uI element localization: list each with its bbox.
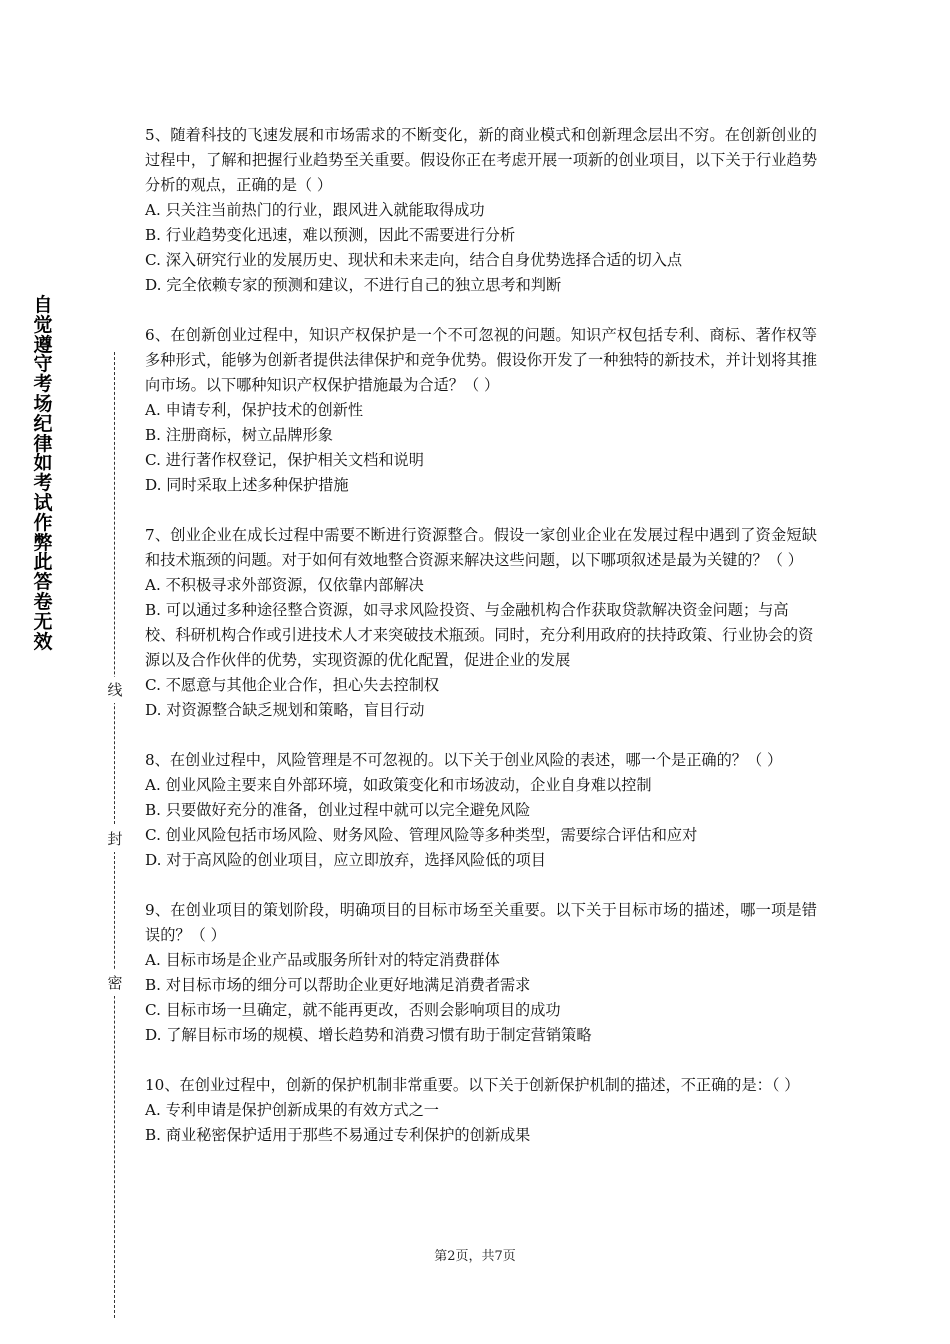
option-d: D. 同时采取上述多种保护措施 [145, 476, 349, 494]
option-a: A. 创业风险主要来自外部环境，如政策变化和市场波动，企业自身难以控制 [145, 776, 652, 794]
option-c: C. 目标市场一旦确定，就不能再更改，否则会影响项目的成功 [145, 1001, 561, 1019]
question-stem: 6、在创新创业过程中，知识产权保护是一个不可忽视的问题。知识产权包括专利、商标、著作权等多种形式，能够为创新者提供法律保护和竞争优势。假设你开发了一种独特的新技术，并计划将其推向市场。以下哪种知识产权保护措施最为合适？（ ） [145, 326, 817, 394]
question-9 [145, 898, 817, 1048]
question-stem: 8、在创业过程中，风险管理是不可忽视的。以下关于创业风险的表述，哪一个是正确的？（ ） [145, 751, 783, 769]
option-b: B. 可以通过多种途径整合资源，如寻求风险投资、与金融机构合作获取贷款解决资金问题；与高校、科研机构合作或引进技术人才来突破技术瓶颈。同时，充分利用政府的扶持政策、行业协会的资源以及合作伙伴的优势，实现资源的优化配置，促进企业的发展 [145, 601, 814, 669]
option-d: D. 了解目标市场的规模、增长趋势和消费习惯有助于制定营销策略 [145, 1026, 592, 1044]
option-a: A. 目标市场是企业产品或服务所针对的特定消费群体 [145, 951, 500, 969]
page-number-footer: 第2页，共7页 [434, 1249, 516, 1264]
exam-discipline-notice: 自觉遵守考场纪律如考试作弊此答卷无效 [33, 294, 53, 653]
option-c: C. 深入研究行业的发展历史、现状和未来走向，结合自身优势选择合适的切入点 [145, 251, 683, 269]
option-a: A. 专利申请是保护创新成果的有效方式之一 [145, 1101, 439, 1119]
option-b: B. 只要做好充分的准备，创业过程中就可以完全避免风险 [145, 801, 531, 819]
question-10 [145, 1073, 817, 1148]
binding-label-seal: 封 [104, 826, 126, 852]
option-a: A. 只关注当前热门的行业，跟风进入就能取得成功 [145, 201, 485, 219]
binding-label-secret: 密 [104, 970, 126, 996]
question-stem: 10、在创业过程中，创新的保护机制非常重要。以下关于创新保护机制的描述，不正确的是：（ ） [145, 1076, 800, 1094]
option-b: B. 行业趋势变化迅速，难以预测，因此不需要进行分析 [145, 226, 516, 244]
option-d: D. 完全依赖专家的预测和建议，不进行自己的独立思考和判断 [145, 276, 562, 294]
option-a: A. 申请专利，保护技术的创新性 [145, 401, 364, 419]
question-list [145, 123, 817, 1173]
option-b: B. 注册商标，树立品牌形象 [145, 426, 333, 444]
option-c: C. 进行著作权登记，保护相关文档和说明 [145, 451, 424, 469]
option-c: C. 不愿意与其他企业合作，担心失去控制权 [145, 676, 440, 694]
question-stem: 7、创业企业在成长过程中需要不断进行资源整合。假设一家创业企业在发展过程中遇到了资金短缺和技术瓶颈的问题。对于如何有效地整合资源来解决这些问题，以下哪项叙述是最为关键的？（ ） [145, 526, 817, 569]
question-5 [145, 123, 817, 298]
option-d: D. 对资源整合缺乏规划和策略，盲目行动 [145, 701, 425, 719]
option-b: B. 对目标市场的细分可以帮助企业更好地满足消费者需求 [145, 976, 531, 994]
option-b: B. 商业秘密保护适用于那些不易通过专利保护的创新成果 [145, 1126, 531, 1144]
option-d: D. 对于高风险的创业项目，应立即放弃，选择风险低的项目 [145, 851, 546, 869]
option-a: A. 不积极寻求外部资源，仅依靠内部解决 [145, 576, 424, 594]
question-8 [145, 748, 817, 873]
question-6 [145, 323, 817, 498]
question-stem: 5、随着科技的飞速发展和市场需求的不断变化，新的商业模式和创新理念层出不穷。在创新创业的过程中，了解和把握行业趋势至关重要。假设你正在考虑开展一项新的创业项目，以下关于行业趋势分析的观点，正确的是（ ） [145, 126, 817, 194]
binding-label-line: 线 [104, 677, 126, 703]
question-stem: 9、在创业项目的策划阶段，明确项目的目标市场至关重要。以下关于目标市场的描述，哪一项是错误的？（ ） [145, 901, 817, 944]
option-c: C. 创业风险包括市场风险、财务风险、管理风险等多种类型，需要综合评估和应对 [145, 826, 698, 844]
question-7 [145, 523, 817, 723]
